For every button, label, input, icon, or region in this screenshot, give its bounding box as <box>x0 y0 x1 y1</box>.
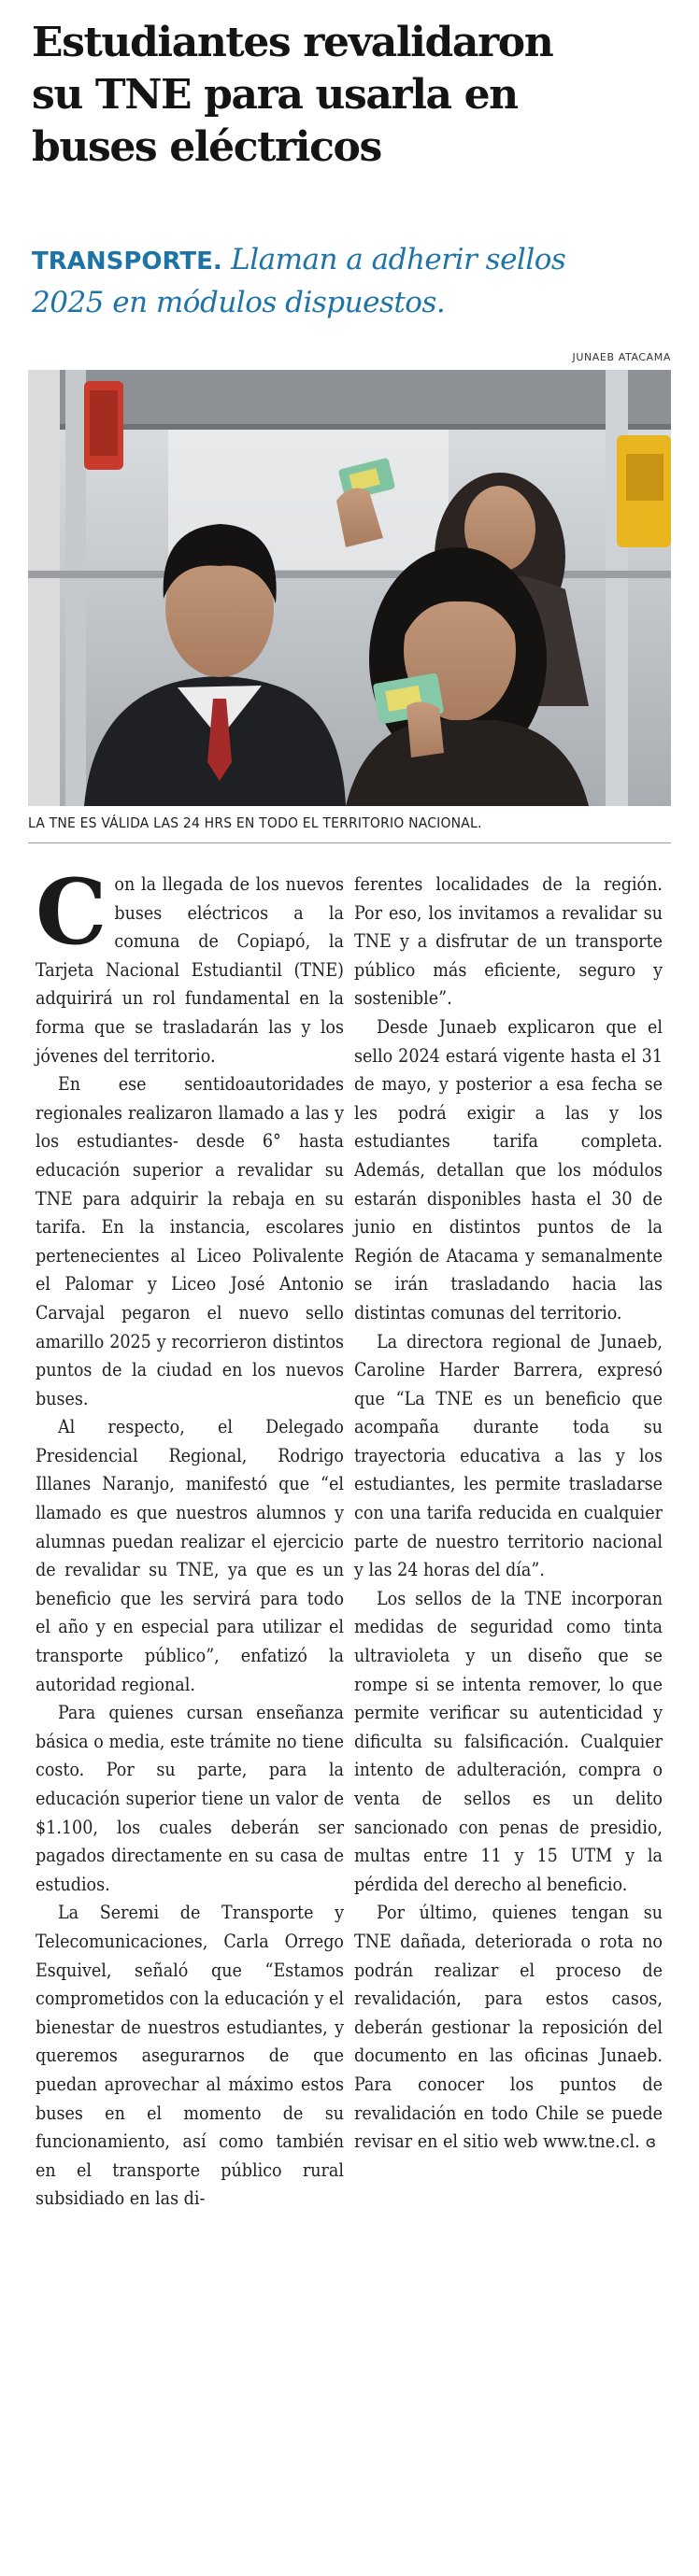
article-photo <box>28 370 671 806</box>
subheadline <box>32 239 677 323</box>
paragraph: Para quienes cursan enseñanza básica o media, este trámite no tiene costo. Por su parte, para la educación superior tiene un valor de $1.100, los cuales deberán ser pagados directamente en su casa de estudios. <box>36 1702 344 1895</box>
headline-line: Estudiantes revalidaron <box>32 19 553 66</box>
bus-students-illustration <box>28 370 671 806</box>
subhead-line-1 <box>32 239 677 282</box>
photo-caption: LA TNE ES VÁLIDA LAS 24 HRS EN TODO EL TERRITORIO NACIONAL. <box>28 814 482 831</box>
subhead-line-2: 2025 en módulos dispuestos. <box>32 286 446 319</box>
paragraph-1 <box>36 859 344 1070</box>
paragraph-1-text: on la llegada de los nuevos buses eléctricos a la comuna de Copiapó, la Tarjeta Nacional Estudiantil (TNE) adquirirá un rol fundamental en la forma que se trasladarán las y los jóvenes del territorio. <box>36 873 344 1067</box>
article-column-1 <box>36 859 344 2214</box>
paragraph-last <box>354 1899 663 2157</box>
paragraph: Los sellos de la TNE incorporan medidas de seguridad como tinta ultravioleta y un diseño que se rompe si se intenta remover, lo que permite verificar su autenticidad y dificulta su falsificación. Cualquier intento de adulteración, compra o venta de sellos es un delito sancionado con penas de presidio, multas entre 11 y 15 UTM y la pérdida del derecho al beneficio. <box>354 1587 663 1895</box>
headline-line: su TNE para usarla en <box>32 71 518 119</box>
headline-line: buses eléctricos <box>32 123 381 171</box>
paragraph: En ese sentidoautoridades regionales realizaron llamado a las y los estudiantes- desde 6° hasta educación superior a revalidar su TNE para adquirir la rebaja en su tarifa. En la instancia, escolares pertenecientes al Liceo Polivalente el Palomar y Liceo José Antonio Carvajal pegaron el nuevo sello amarillo 2025 y recorrieron distintos puntos de la ciudad en los nuevos buses. <box>36 1073 344 1409</box>
paragraph: Al respecto, el Delegado Presidencial Regional, Rodrigo Illanes Naranjo, manifestó que “el llamado es que nuestros alumnos y alumnas puedan realizar el ejercicio de revalidar su TNE, ya que es un beneficio que les servirá para todo el año y en especial para utilizar el transporte público”, enfatizó la autoridad regional. <box>36 1416 344 1695</box>
article-column-2 <box>354 870 663 2158</box>
photo-credit: JUNAEB ATACAMA <box>572 351 671 363</box>
headline <box>32 17 677 174</box>
subhead-text-1: Llaman a adherir sellos <box>231 243 566 276</box>
paragraph: La directora regional de Junaeb, Caroline Harder Barrera, expresó que “La TNE es un beneficio que acompaña durante toda su trayectoria educativa a las y los estudiantes, les permite trasladarse con una tarifa reducida en cualquier parte de nuestro territorio nacional y las 24 horas del día”. <box>354 1330 663 1581</box>
drop-cap: C <box>36 859 107 965</box>
paragraph: La Seremi de Transporte y Telecomunicaciones, Carla Orrego Esquivel, señaló que “Estamos comprometidos con la educación y el bienestar de nuestros estudiantes, y queremos asegurarnos de que puedan aprovechar al máximo estos buses en el momento de su funcionamiento, así como también en el transporte público rural subsidiado en las di- <box>36 1902 344 2210</box>
paragraph: Desde Junaeb explicaron que el sello 2024 estará vigente hasta el 31 de mayo, y posterior a esa fecha se les podrá exigir a las y los estudiantes tarifa completa. Además, detallan que los módulos estarán disponibles hasta el 30 de junio en distintos puntos de la Región de Atacama y semanalmente se irán trasladando hacia las distintas comunas del territorio. <box>354 1015 663 1323</box>
caption-divider <box>28 842 671 843</box>
paragraph-continued: ferentes localidades de la región. Por eso, los invitamos a revalidar su TNE y a disfrutar de un transporte público más eficiente, seguro y sostenible”. <box>354 873 663 1010</box>
last-paragraph-text: Por último, quienes tengan su TNE dañada, deteriorada o rota no podrán realizar el proceso de revalidación, para estos casos, deberán gestionar la reposición del documento en las oficinas Junaeb. Para conocer los puntos de revalidación en todo Chile se puede revisar en el sitio web www.tne.cl. <box>354 1902 663 2153</box>
end-mark-icon: ɞ <box>645 2133 656 2153</box>
section-kicker: TRANSPORTE. <box>32 248 222 276</box>
